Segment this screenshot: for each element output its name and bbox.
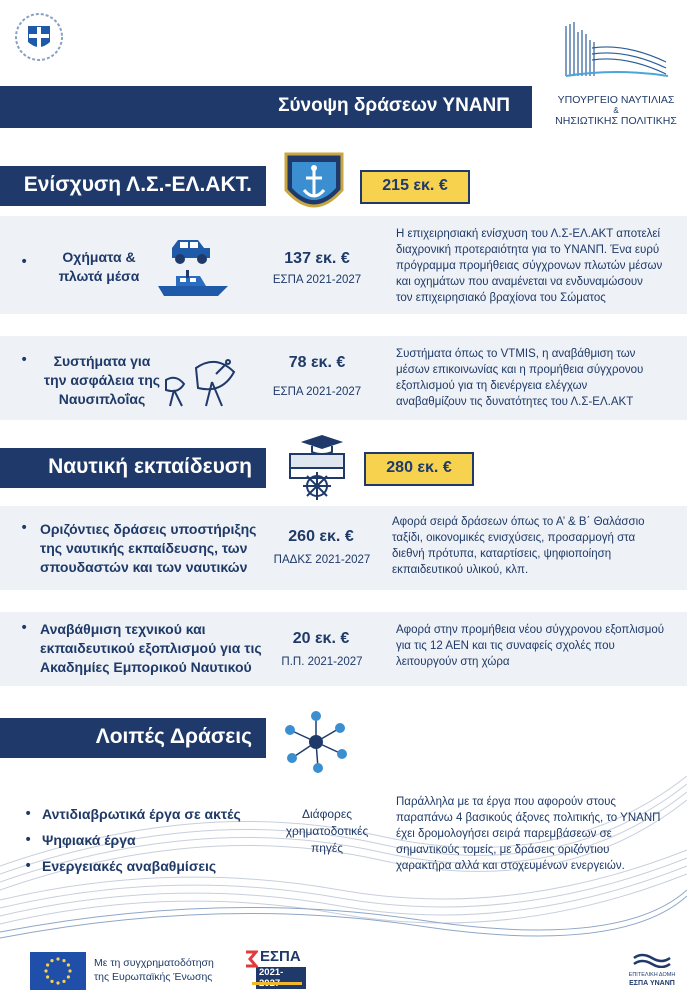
list-item: Αντιδιαβρωτικά έργα σε ακτές — [42, 806, 241, 822]
bullet-icon: • — [20, 254, 29, 270]
action-amount: 137 εκ. € — [284, 250, 350, 267]
bullet-icon: • — [24, 832, 33, 848]
espa-mark-icon — [244, 950, 258, 968]
action-funding: Π.Π. 2021-2027 — [281, 656, 363, 668]
other-desc-line: έχει δρομολογήσει σειρά παρεμβάσεων σε — [396, 828, 612, 840]
action-desc-line: μέσων επικοινωνίας και η προμήθεια σύγχρονου — [396, 364, 644, 376]
funding-sources-line: χρηματοδοτικές — [285, 824, 369, 838]
other-desc-line: σημαντικούς τομείς, με δράσεις οριζόντιου — [396, 844, 610, 856]
vehicle-icon — [168, 236, 214, 264]
espa-ynanp-line: ΕΠΙΤΕΛΙΚΗ ΔΟΜΗ — [628, 972, 676, 978]
action-desc-line: διεθνή πρότυπα, καταρτίσεις, ψηφιοποίηση — [392, 548, 612, 560]
eu-cofunding-line: Με τη συγχρηματοδότηση — [94, 957, 214, 969]
action-desc-line: Αφορά σειρά δράσεων όπως το Α’ & Β΄ Θαλάσσιο — [392, 516, 645, 528]
action-desc-line: εκπαιδευτικού υλικού, κλπ. — [392, 564, 529, 576]
other-desc-line: χαρακτήρα αλλά και στοχευμένων ενεργειών. — [396, 860, 625, 872]
other-desc-line: παραπάνω 4 βασικούς άξονες πολιτικής, το ΥΝΑΝΠ — [396, 812, 661, 824]
greek-emblem-icon — [14, 12, 64, 62]
action-row — [0, 506, 687, 590]
eu-flag-icon — [30, 952, 86, 990]
list-item: Ψηφιακά έργα — [42, 832, 136, 848]
ministry-building-icon — [556, 18, 676, 80]
action-desc-line: πρόγραμμα προμήθειας σύγχρονων πλωτών μέσων — [396, 260, 663, 272]
espa-logo — [244, 948, 306, 994]
boat-icon — [156, 268, 230, 298]
section-header-other-actions — [0, 718, 266, 758]
section-total-badge: 215 εκ. € — [360, 170, 470, 204]
action-title-line: την ασφάλεια της — [43, 372, 161, 388]
action-title-line: σπουδαστών και των ναυτικών — [40, 559, 248, 575]
eu-cofunding-line: της Ευρωπαϊκής Ένωσης — [94, 971, 213, 983]
action-title-line: Συστήματα για — [53, 353, 151, 369]
action-desc-line: διαχρονική προτεραιότητα για το ΥΝΑΝΠ. Ένα ευρύ — [396, 244, 660, 256]
action-row — [0, 612, 687, 686]
action-title-line: εκπαιδευτικού εξοπλισμού για τις — [40, 640, 262, 656]
section-total-badge: 280 εκ. € — [364, 452, 474, 486]
action-title-line: Ακαδημίες Εμπορικού Ναυτικού — [40, 659, 252, 675]
action-desc-line: ταξίδι, οικονομικές ενισχύσεις, προσαρμογή στα — [392, 532, 636, 544]
action-desc-line: Συστήματα όπως το VTMIS, η αναβάθμιση των — [396, 348, 636, 360]
wave-mark-icon — [632, 952, 672, 968]
section-title: Λοιπές Δράσεις — [95, 725, 252, 748]
section-header-coast-guard — [0, 166, 266, 206]
bullet-icon: • — [20, 620, 29, 636]
section-title: Ναυτική εκπαίδευση — [48, 455, 252, 478]
action-title-line: Οχήματα & — [62, 249, 136, 265]
bullet-icon: • — [24, 806, 33, 822]
funding-sources-line: Διάφορες — [301, 807, 353, 821]
bullet-icon: • — [20, 520, 29, 536]
page-title: Σύνοψη δράσεων ΥΝΑΝΠ — [278, 95, 510, 116]
action-row — [0, 216, 687, 314]
funding-sources-line: πηγές — [310, 841, 344, 855]
espa-ynanp-logo — [626, 952, 678, 992]
action-desc-line: εξοπλισμού για τη διενέργεια ελέγχων — [396, 380, 588, 392]
list-item: Ενεργειακές αναβαθμίσεις — [42, 858, 217, 874]
other-actions-list — [24, 806, 264, 884]
action-desc-line: για τις 12 ΑΕΝ και τις συναφείς σχολές που — [396, 640, 615, 652]
espa-underline — [252, 982, 302, 985]
action-desc-line: τον επιχειρησιακό βραχίονα του Σώματος — [396, 292, 606, 304]
action-desc-line: αναβαθμίζουν τις δυνατότητες του Λ.Σ-ΕΛ.ΑΚΤ — [396, 396, 634, 408]
espa-ynanp-line: ΕΣΠΑ ΥΝΑΝΠ — [629, 980, 675, 987]
section-title: Ενίσχυση Λ.Σ.-ΕΛ.ΑΚΤ. — [23, 173, 252, 196]
action-title-line: πλωτά μέσα — [58, 268, 140, 284]
coast-guard-badge-icon — [282, 150, 346, 222]
action-amount: 20 εκ. € — [292, 630, 350, 647]
action-amount: 260 εκ. € — [288, 528, 354, 545]
espa-years: 2021- — [256, 967, 306, 989]
action-desc-line: Η επιχειρησιακή ενίσχυση του Λ.Σ-ΕΛ.ΑΚΤ αποτελεί — [396, 228, 661, 240]
action-desc-line: Αφορά στην προμήθεια νέου σύγχρονου εξοπλισμού — [396, 624, 665, 636]
ministry-name-amp: & — [613, 106, 619, 115]
other-desc-line: Παράλληλα με τα έργα που αφορούν στους — [396, 796, 616, 808]
action-title-line: Αναβάθμιση τεχνικού και — [40, 621, 206, 637]
section-header-maritime-education — [0, 448, 266, 488]
action-desc-line: και οχημάτων που αναμένεται να ενδυναμώσουν — [396, 276, 643, 288]
action-title-line: Οριζόντιες δράσεις υποστήριξης — [40, 521, 257, 537]
ministry-name-line2: ΝΗΣΙΩΤΙΚΗΣ ΠΟΛΙΤΙΚΗΣ — [555, 115, 677, 127]
action-title-line: της ναυτικής εκπαίδευσης, των — [40, 540, 248, 556]
page-title-bar — [0, 86, 532, 128]
action-funding: ΕΣΠΑ 2021-2027 — [272, 386, 362, 398]
ministry-name-line1: ΥΠΟΥΡΓΕΙΟ ΝΑΥΤΙΛΙΑΣ — [557, 94, 675, 106]
action-row — [0, 336, 687, 420]
bullet-icon: • — [20, 352, 29, 368]
graduation-helm-icon — [282, 432, 352, 500]
satellite-dish-icon — [162, 350, 240, 410]
espa-title: ΕΣΠΑ — [260, 948, 301, 965]
action-amount: 78 εκ. € — [288, 354, 346, 371]
action-funding: ΠΑΔΚΣ 2021-2027 — [273, 554, 371, 566]
action-title-line: Ναυσιπλοΐας — [58, 391, 146, 407]
bullet-icon: • — [24, 858, 33, 874]
action-desc-line: λειτουργούν στη χώρα — [396, 656, 510, 668]
action-funding: ΕΣΠΑ 2021-2027 — [272, 274, 362, 286]
network-icon — [278, 708, 354, 776]
ministry-logo — [555, 18, 677, 127]
